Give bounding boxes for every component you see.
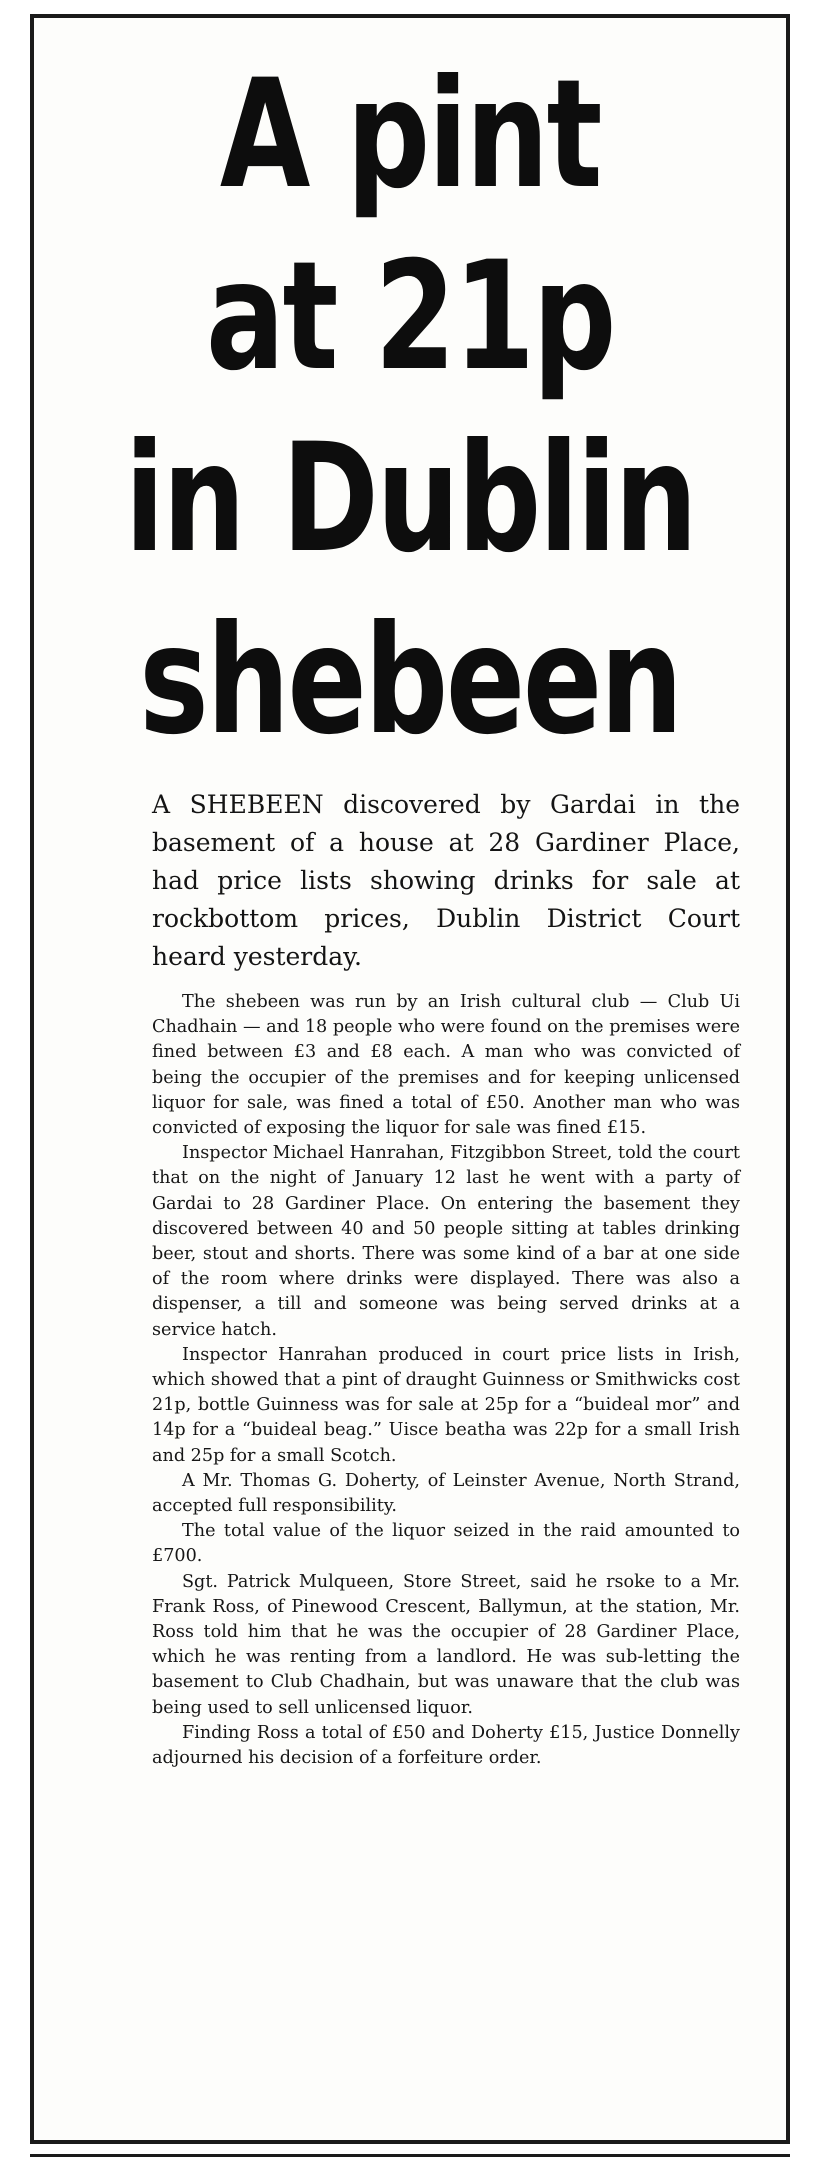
lead-paragraph: A SHEBEEN discovered by Gardai in the basement of a house at 28 Gardiner Place, had price lists showing drinks for sale at rockbottom prices, Dublin District Court heard yesterday. (152, 790, 740, 971)
headline (34, 18, 786, 772)
headline-line: in Dublin (124, 412, 696, 586)
headline-line: at 21p (205, 230, 615, 404)
body-paragraph: The shebeen was run by an Irish cultural club — Club Ui Chadhain — and 18 people who were found on the premises were fined between £3 and £8 each. A man who was convicted of being the occupier of the premises and for keeping unlicensed liquor for sale, was fined a total of £50. Another man who was convicted of exposing the liquor for sale was fined £15. (152, 992, 740, 1139)
headline-line: shebeen (139, 594, 681, 768)
article-body (152, 990, 740, 1771)
body-paragraph: Finding Ross a total of £50 and Doherty £15, Justice Donnelly adjourned his decision of a forfeiture order. (152, 1722, 740, 1769)
bottom-rule (30, 2154, 790, 2157)
body-paragraph: Inspector Michael Hanrahan, Fitzgibbon Street, told the court that on the night of January 12 last he went with a party of Gardai to 28 Gardiner Place. On entering the basement they discovered between 40 and 50 people sitting at tables drinking beer, stout and shorts. There was some kind of a bar at one side of the room where drinks were displayed. There was also a dispenser, a till and someone was being served drinks at a service hatch. (152, 1143, 740, 1340)
body-paragraph: A Mr. Thomas G. Doherty, of Leinster Avenue, North Strand, accepted full responsibility. (152, 1470, 740, 1517)
headline-line: A pint (219, 48, 601, 222)
newspaper-clipping (30, 14, 790, 2144)
body-paragraph: Sgt. Patrick Mulqueen, Store Street, said he rsoke to a Mr. Frank Ross, of Pinewood Crescent, Ballymun, at the station, Mr. Ross told him that he was the occupier of 28 Gardiner Place, which he was renting from a landlord. He was sub-letting the basement to Club Chadhain, but was unaware that the club was being used to sell unlicensed liquor. (152, 1571, 740, 1718)
body-paragraph: The total value of the liquor seized in the raid amounted to £700. (152, 1521, 740, 1567)
body-paragraph: Inspector Hanrahan produced in court price lists in Irish, which showed that a pint of draught Guinness or Smithwicks cost 21p, bottle Guinness was for sale at 25p for a “buideal mor” and 14p for a “buideal beag.” Uisce beatha was 22p for a small Irish and 25p for a small Scotch. (152, 1344, 740, 1466)
